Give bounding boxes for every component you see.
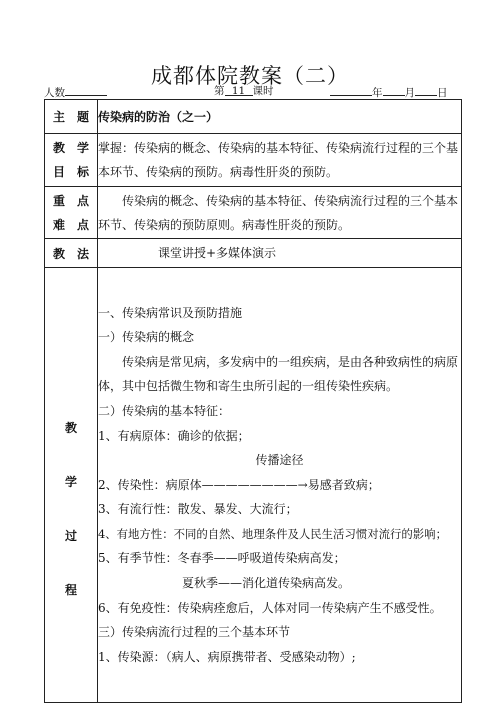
lesson-number[interactable]: 11	[225, 84, 253, 96]
process-line: 5、有季节性：冬春季——呼吸道传染病高发；	[98, 551, 346, 566]
process-row	[45, 268, 462, 703]
lesson-prefix: 第	[214, 85, 225, 97]
process-line: 一）传染病的概念	[98, 330, 195, 345]
method-content: 课堂讲授+多媒体演示	[98, 239, 462, 268]
process-paragraph: 传染病是常见病，多发病中的一组疾病，是由各种致病性的病原体，其中包括微生物和寄生虫所引起的一组传染性疾病。	[98, 354, 459, 394]
process-line: 3、有流行性：散发、暴发、大流行；	[98, 502, 298, 517]
page-title: 成都体院教案（二）	[151, 64, 349, 88]
process-content	[98, 268, 462, 703]
year-label: 年	[372, 87, 383, 99]
process-line: 三）传染病流行过程的三个基本环节	[98, 625, 291, 640]
process-line-transmission: 传播途径	[255, 453, 304, 468]
lesson-suffix: 课时	[252, 85, 274, 97]
process-line: 夏秋季——消化道传染病高发。	[182, 576, 351, 591]
month-blank[interactable]	[383, 84, 405, 96]
goal-row	[45, 134, 462, 187]
process-label-char: 过	[64, 529, 77, 543]
header-meta-line	[44, 84, 456, 98]
goal-label-line1: 教 学	[52, 141, 89, 155]
key-points-row	[45, 187, 462, 239]
key-points-content: 传染病的概念、传染病的基本特征、传染病流行过程的三个基本环节、传染病的预防原则。病毒性肝炎的预防。	[98, 187, 462, 239]
lesson-plan-table	[44, 99, 462, 703]
people-count-label: 人数	[44, 87, 65, 99]
goal-label-line2: 目 标	[52, 165, 89, 179]
process-line: 1、有病原体：确诊的依据；	[98, 428, 250, 443]
process-line: 6、有免疫性：传染病痊愈后，人体对同一传染病产生不感受性。	[98, 600, 442, 615]
people-count-blank[interactable]	[65, 84, 107, 96]
topic-label: 主 题	[45, 100, 98, 134]
process-line: 二）传染病的基本特征：	[98, 403, 231, 418]
process-line: 2、传染性：病原体————————→易感者致病；	[98, 477, 380, 492]
key-label-line1: 重 点	[52, 193, 89, 208]
month-label: 月	[404, 87, 415, 99]
year-blank[interactable]	[330, 84, 372, 96]
process-line: 1、传染源：（病人、病原携带者、受感染动物）;	[98, 649, 356, 664]
process-label-char: 教	[64, 421, 77, 435]
topic-row	[45, 100, 462, 134]
process-label	[45, 338, 97, 632]
topic-content: 传染病的防治（之一）	[98, 100, 462, 134]
goal-content: 掌握：传染病的概念、传染病的基本特征、传染病流行过程的三个基本环节、传染病的预防。病毒性肝炎的预防。	[98, 134, 462, 187]
day-label: 日	[437, 87, 448, 99]
process-label-char: 程	[64, 583, 77, 597]
method-label: 教 法	[45, 239, 98, 268]
process-line: 4、有地方性：不同的自然、地理条件及人民生活习惯对流行的影响；	[98, 526, 447, 541]
key-label-line2: 难 点	[52, 217, 89, 232]
process-label-char: 学	[64, 475, 77, 489]
method-row	[45, 239, 462, 268]
day-blank[interactable]	[415, 84, 437, 96]
process-line: 一、传染病常识及预防措施	[98, 305, 243, 320]
